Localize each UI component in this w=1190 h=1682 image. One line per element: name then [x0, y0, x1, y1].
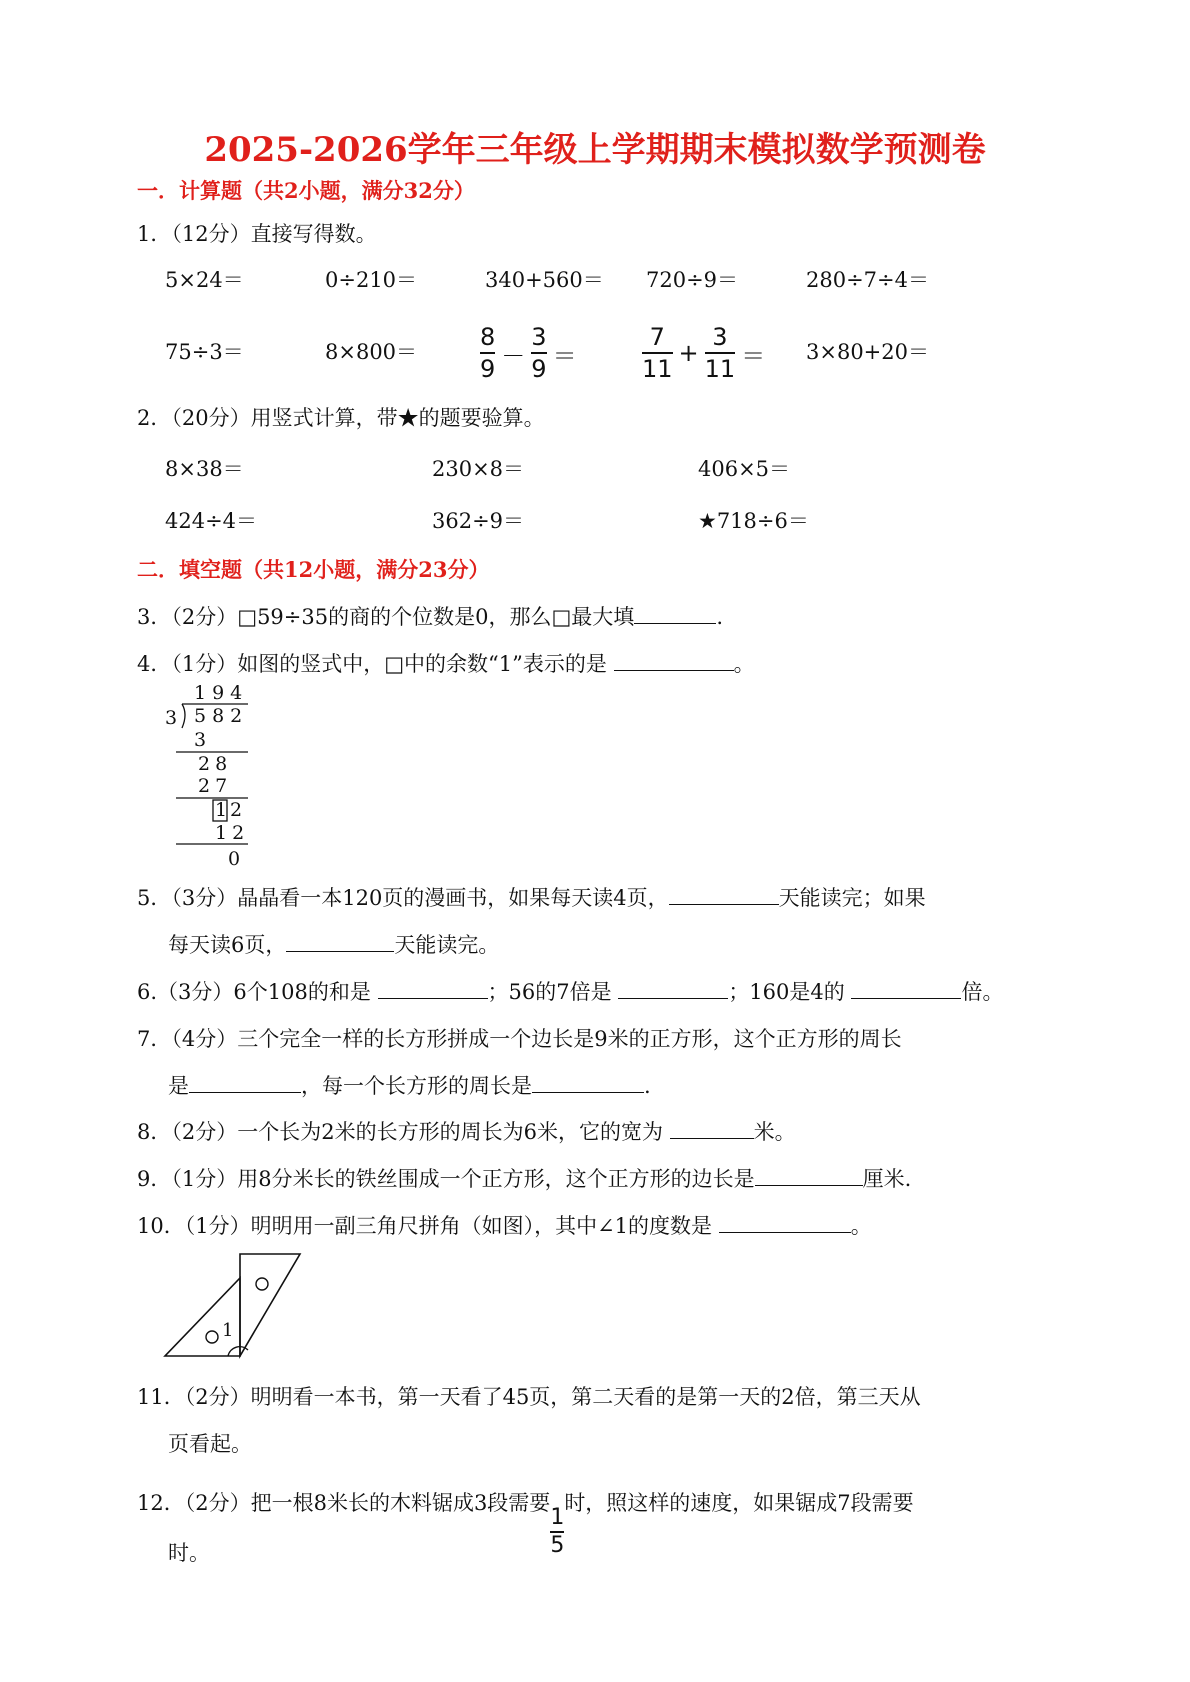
q1-item: 720÷9＝ [646, 268, 739, 292]
question-10: 10．（1分）明明用一副三角尺拼角（如图），其中∠1的度数是 。 [137, 1214, 872, 1238]
question-2: 2．（20分）用竖式计算，带★的题要验算。 [137, 406, 545, 430]
q2-item: ★718÷6＝ [698, 509, 809, 533]
q1-fraction-expression-b: $\frac{7}{11}$ + $\frac{3}{11}$ ＝ [642, 323, 766, 383]
ruler-hole-circle [256, 1278, 268, 1290]
answer-blank[interactable] [286, 931, 394, 952]
set-square-lower [165, 1278, 240, 1356]
q1-item: 280÷7÷4＝ [806, 268, 929, 292]
question-7: 7．（4分）三个完全一样的长方形拼成一个边长是9米的正方形，这个正方形的周长 [137, 1027, 902, 1051]
q1-item: 0÷210＝ [325, 268, 418, 292]
question-12: 12．（2分）把一根8米长的木料锯成3段需要 $\frac{1}{5}$ 时，照这样的速度，如果锯成7段需要 [137, 1491, 914, 1558]
division-step: 28 [198, 753, 233, 775]
question-11-line-2: 页看起。 [168, 1432, 252, 1456]
q1-item: 3×80+20＝ [806, 340, 929, 364]
angle-1-label: 1 [222, 1320, 234, 1341]
answer-blank[interactable] [755, 1165, 863, 1186]
q2-item: 230×8＝ [432, 457, 525, 481]
answer-blank[interactable] [634, 603, 716, 624]
answer-blank[interactable] [719, 1212, 851, 1233]
section-2-heading: 二．填空题（共12小题，满分23分） [137, 557, 490, 582]
division-step: 27 [198, 775, 233, 797]
answer-blank[interactable] [378, 978, 488, 999]
angle-arc [228, 1347, 248, 1356]
q2-item: 362÷9＝ [432, 509, 525, 533]
division-step: 0 [228, 848, 241, 870]
section-1-heading: 一．计算题（共2小题，满分32分） [137, 178, 475, 203]
answer-blank[interactable] [614, 650, 734, 671]
q1-item: 8×800＝ [325, 340, 418, 364]
question-1: 1．（12分）直接写得数。 [137, 222, 377, 246]
answer-blank[interactable] [670, 1118, 754, 1139]
page-title: 2025-2026学年三年级上学期期末模拟数学预测卷 [204, 130, 986, 170]
quotient: 194 [194, 682, 249, 704]
question-8: 8．（2分）一个长为2米的长方形的周长为6米，它的宽为 米。 [137, 1120, 796, 1144]
question-5: 5．（3分）晶晶看一本120页的漫画书，如果每天读4页， 天能读完；如果 [137, 886, 926, 910]
set-square-upper [240, 1254, 300, 1356]
dividend: 582 [194, 705, 249, 727]
answer-blank[interactable] [669, 884, 779, 905]
question-5-line-2: 每天读6页， 天能读完。 [168, 933, 500, 957]
division-step: 12 [215, 822, 250, 844]
question-9: 9．（1分）用8分米长的铁丝围成一个正方形，这个正方形的边长是 厘米. [137, 1167, 912, 1191]
set-square-figure [160, 1248, 310, 1363]
q2-item: 406×5＝ [698, 457, 791, 481]
q1-fraction-expression-a: $\frac{8}{9}$ － $\frac{3}{9}$ ＝ [480, 323, 577, 383]
q1-item: 75÷3＝ [165, 340, 244, 364]
division-step: 3 [194, 729, 207, 751]
answer-blank[interactable] [618, 978, 728, 999]
boxed-remainder: 1 [215, 799, 228, 821]
q2-item: 424÷4＝ [165, 509, 258, 533]
question-6: 6.（3分）6个108的和是 ；56的7倍是 ；160是4的 倍。 [137, 980, 1004, 1004]
answer-blank[interactable] [532, 1072, 644, 1093]
q1-item: 340+560＝ [485, 268, 604, 292]
question-12-line-2: 时。 [168, 1541, 210, 1565]
q2-item: 8×38＝ [165, 457, 244, 481]
question-7-line-2: 是 ，每一个长方形的周长是 . [168, 1074, 651, 1098]
long-division-figure [160, 682, 260, 872]
q1-item: 5×24＝ [165, 268, 244, 292]
question-11: 11．（2分）明明看一本书，第一天看了45页，第二天看的是第一天的2倍，第三天从 [137, 1385, 921, 1409]
division-step: 2 [230, 799, 243, 821]
answer-blank[interactable] [189, 1072, 301, 1093]
divisor: 3 [165, 707, 178, 729]
question-4: 4．（1分）如图的竖式中，□中的余数“1”表示的是 。 [137, 652, 755, 676]
answer-blank[interactable] [851, 978, 961, 999]
ruler-hole-circle [206, 1331, 218, 1343]
question-3: 3．（2分）□59÷35的商的个位数是0，那么□最大填 . [137, 605, 723, 629]
fraction-one-fifth: $\frac{1}{5}$ [550, 1505, 565, 1558]
